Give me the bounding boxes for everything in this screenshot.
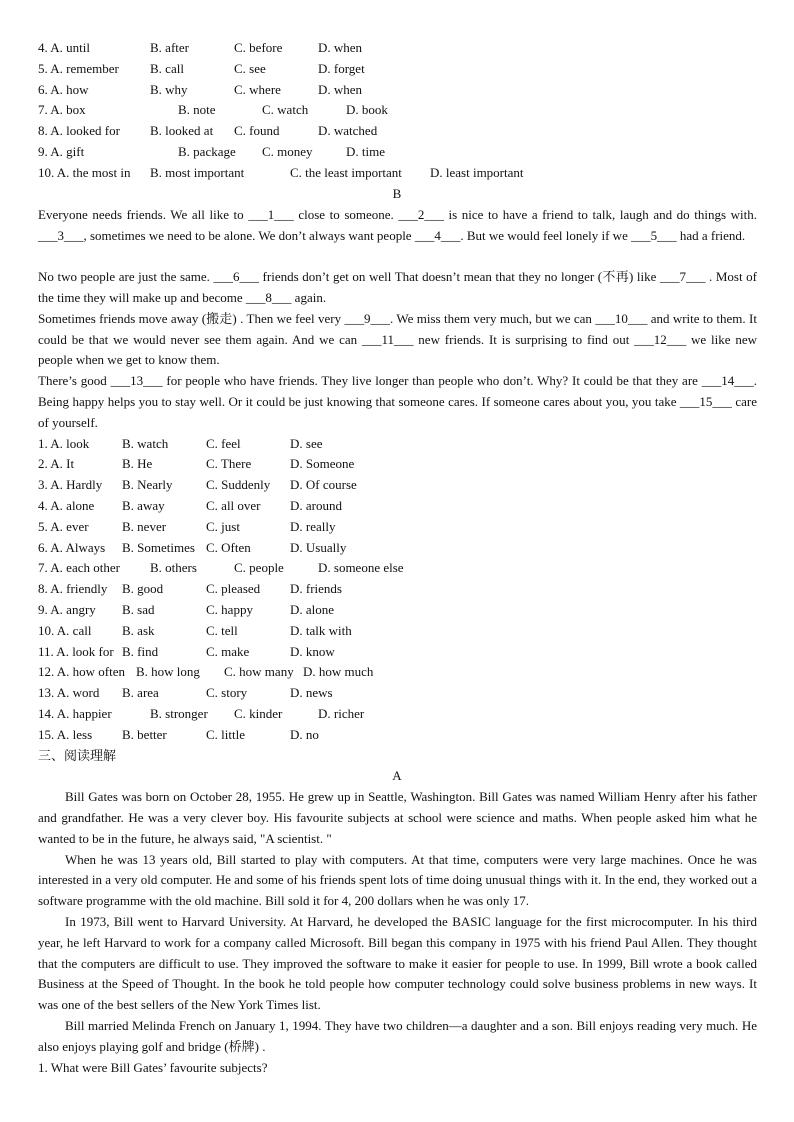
- passage-paragraph: No two people are just the same. ___6___ friends don’t get on well That doesn’t mean that they no longer (不再) like ___7___ . Most of the time they will make up and become ___8___ again.: [38, 269, 757, 305]
- option-c: C. happy: [206, 602, 253, 617]
- passage-paragraph: Sometimes friends move away (搬走) . Then we feel very ___9___. We miss them very much, but we can ___10___ and write to them. It could be that we would never see them again. And we can ___11___ new friends. It is surprising to find out ___12___ we like new people when we get to know them.: [38, 310, 757, 368]
- option-d: D. least important: [430, 164, 524, 180]
- section-label: B: [392, 186, 402, 201]
- option-d: D. Usually: [290, 539, 347, 555]
- option-d: D. friends: [290, 581, 342, 597]
- option-a: 7. A. each other: [38, 560, 120, 576]
- option-c: C. story: [206, 685, 248, 701]
- option-b: B. why: [150, 81, 188, 97]
- option-a: 14. A. happier: [38, 706, 112, 721]
- question-text: 1. What were Bill Gates’ favourite subjects?: [38, 1059, 268, 1075]
- option-a: 2. A. It: [38, 456, 75, 472]
- option-a: 4. A. alone: [38, 498, 95, 513]
- option-b: B. others: [150, 560, 197, 576]
- option-d: D. when: [318, 40, 363, 55]
- option-d: D. someone else: [318, 560, 404, 576]
- option-c: C. where: [234, 81, 281, 97]
- option-b: B. never: [122, 518, 167, 534]
- option-a: 12. A. how often: [38, 664, 126, 680]
- option-a: 6. A. Always: [38, 539, 106, 555]
- option-c: C. Often: [206, 539, 251, 555]
- option-c: C. kinder: [234, 706, 283, 721]
- option-a: 5. A. ever: [38, 518, 89, 534]
- option-c: C. people: [234, 560, 284, 576]
- option-b: B. ask: [122, 622, 155, 638]
- option-a: 8. A. looked for: [38, 123, 120, 139]
- option-d: D. Of course: [290, 477, 357, 493]
- option-b: B. better: [122, 726, 167, 742]
- option-b: B. most important: [150, 164, 245, 180]
- option-b: B. watch: [122, 435, 169, 451]
- option-b: B. Nearly: [122, 477, 173, 493]
- option-b: B. after: [150, 40, 189, 55]
- passage-paragraph: Bill Gates was born on October 28, 1955. He grew up in Seattle, Washington. Bill Gates was named William Henry after his father and grandfather. He was a very clever boy. His favourite subjects at school were science and maths. When people asked him what he wanted to be in the future, he always said, "A scientist. ": [38, 789, 757, 846]
- option-c: C. There: [206, 456, 252, 472]
- option-a: 7. A. box: [38, 102, 86, 118]
- option-d: D. no: [290, 726, 319, 742]
- passage-paragraph: In 1973, Bill went to Harvard University. At Harvard, he developed the BASIC language for the first microcomputer. In his third year, he left Harvard to work for a company called Microsoft. Bill began this company in 1975 with his friend Paul Allen. They thought that the computers are difficult to use. They improved the software to make it easier for people to use. In 1999, Bill wrote a book called Business at the Speed of Thought. In the book he told people how computer technology could solve business problems in new ways. It was one of the best sellers of the New York Times list.: [38, 914, 757, 1013]
- option-d: D. really: [290, 518, 336, 534]
- option-b: B. stronger: [150, 706, 208, 721]
- option-d: D. time: [346, 144, 385, 159]
- option-c: C. make: [206, 643, 250, 659]
- option-a: 9. A. gift: [38, 144, 85, 159]
- option-c: C. watch: [262, 102, 309, 118]
- option-c: C. money: [262, 144, 313, 159]
- option-d: D. richer: [318, 706, 365, 721]
- section-heading: 三、阅读理解: [38, 747, 117, 763]
- option-d: D. watched: [318, 123, 378, 139]
- option-d: D. when: [318, 81, 363, 97]
- option-d: D. book: [346, 102, 388, 118]
- option-b: B. He: [122, 456, 153, 472]
- option-a: 15. A. less: [38, 726, 93, 742]
- option-b: B. call: [150, 60, 184, 76]
- option-b: B. how long: [136, 664, 200, 680]
- option-d: D. see: [290, 435, 323, 451]
- option-a: 10. A. call: [38, 622, 92, 638]
- option-d: D. forget: [318, 60, 365, 76]
- option-a: 5. A. remember: [38, 60, 119, 76]
- option-c: C. before: [234, 40, 283, 55]
- option-c: C. feel: [206, 435, 241, 451]
- option-c: C. little: [206, 726, 245, 742]
- option-a: 6. A. how: [38, 81, 89, 97]
- option-b: B. Sometimes: [122, 539, 195, 555]
- option-d: D. around: [290, 498, 342, 513]
- option-c: C. found: [234, 123, 280, 139]
- option-b: B. looked at: [150, 123, 214, 139]
- option-c: C. tell: [206, 622, 238, 638]
- option-b: B. good: [122, 581, 164, 597]
- option-d: D. talk with: [290, 622, 352, 638]
- passage-paragraph: There’s good ___13___ for people who have friends. They live longer than people who don’t. Why? It could be that they are ___14___. Being happy helps you to stay well. Or it could be just knowing that someone cares. If someone cares about you, you take ___15___ care of yourself.: [38, 373, 757, 430]
- section-label: A: [392, 768, 402, 784]
- option-d: D. Someone: [290, 456, 355, 472]
- option-a: 4. A. until: [38, 40, 91, 55]
- option-a: 9. A. angry: [38, 602, 96, 617]
- option-d: D. know: [290, 643, 335, 659]
- option-c: C. all over: [206, 498, 261, 513]
- option-b: B. note: [178, 102, 216, 118]
- option-c: C. Suddenly: [206, 477, 271, 493]
- option-c: C. see: [234, 60, 266, 76]
- passage-paragraph: Bill married Melinda French on January 1, 1994. They have two children—a daughter and a son. Bill enjoys reading very much. He also enjoys playing golf and bridge (桥牌) .: [38, 1018, 757, 1054]
- option-c: C. how many: [224, 664, 294, 680]
- option-d: D. alone: [290, 602, 335, 617]
- option-c: C. pleased: [206, 581, 261, 597]
- option-a: 10. A. the most in: [38, 164, 131, 180]
- option-a: 8. A. friendly: [38, 581, 108, 597]
- option-d: D. how much: [303, 664, 374, 680]
- option-a: 13. A. word: [38, 685, 100, 701]
- option-d: D. news: [290, 685, 333, 701]
- option-b: B. package: [178, 144, 236, 159]
- option-b: B. sad: [122, 602, 155, 617]
- passage-paragraph: Everyone needs friends. We all like to ___1___ close to someone. ___2___ is nice to have a friend to talk, laugh and do things with. ___3___, sometimes we need to be alone. We don’t always want people ___4___. But we would feel lonely if we ___5___ had a friend.: [38, 206, 757, 243]
- option-b: B. area: [122, 685, 159, 701]
- option-b: B. away: [122, 498, 165, 513]
- option-c: C. just: [206, 518, 240, 534]
- option-c: C. the least important: [290, 164, 402, 180]
- option-a: 11. A. look for: [38, 643, 114, 659]
- option-a: 3. A. Hardly: [38, 477, 103, 493]
- option-b: B. find: [122, 643, 159, 659]
- option-a: 1. A. look: [38, 435, 90, 451]
- passage-paragraph: When he was 13 years old, Bill started to play with computers. At that time, computers were very large machines. Once he was interested in a very old computer. He and some of his friends spent lots of time doing unusual things with it. In the end, they worked out a software programme with the old machine. Bill sold it for 4, 200 dollars when he was only 17.: [38, 851, 757, 909]
